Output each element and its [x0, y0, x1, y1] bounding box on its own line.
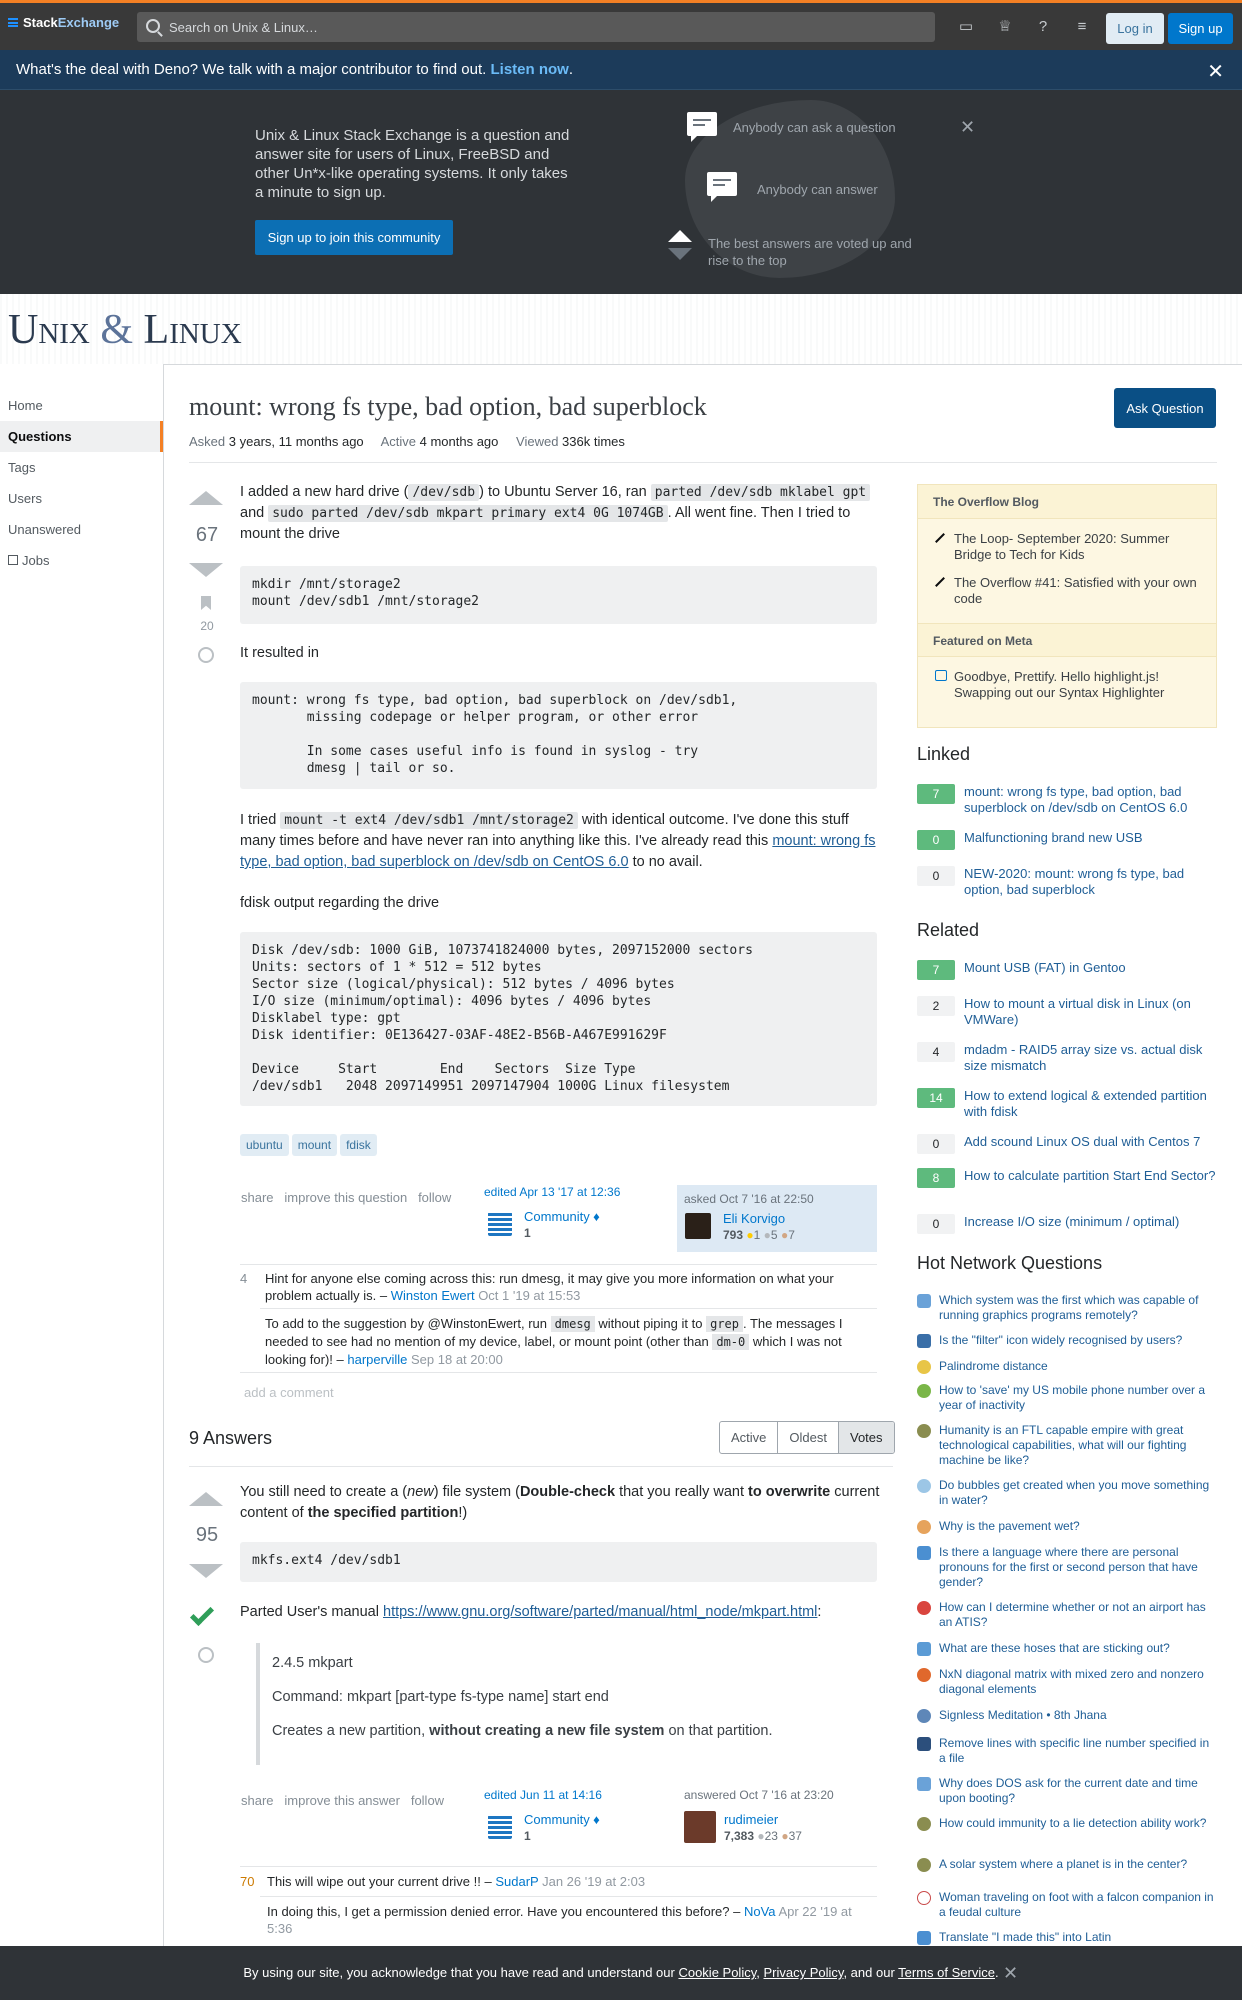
share-link[interactable]: share: [241, 1793, 274, 1808]
comment-user[interactable]: NoVa: [743, 1904, 776, 1919]
logo-unix: Unix: [8, 307, 90, 353]
avatar[interactable]: [488, 1212, 512, 1236]
search-input[interactable]: [137, 12, 935, 42]
related-heading: Related: [917, 920, 980, 940]
divider: [240, 1866, 877, 1867]
silver-badge-icon: ●: [757, 1829, 765, 1843]
answer-vote-count: 95: [195, 1524, 219, 1546]
pencil-icon: [935, 577, 945, 587]
question-body-p3: I tried mount -t ext4 /dev/sdb1 /mnt/storage2 with identical outcome. I've done this stuff many times before and have never ran into anything like this. I've already read this mount: wrong fs type, bad option, bad superblock on /dev/sdb on CentOS 6.0 to no avail.: [240, 812, 876, 870]
downvote-arrow-icon: [668, 248, 692, 260]
editor-name[interactable]: Community: [524, 1209, 590, 1224]
linked-question-link[interactable]: mount: wrong fs type, bad option, bad superblock on /dev/sdb on CentOS 6.0: [240, 833, 876, 870]
logo-text-stack: Stack: [23, 15, 58, 30]
join-community-button[interactable]: Sign up to join this community: [255, 220, 453, 255]
answer-body-p2: Parted User's manual https://www.gnu.org/software/parted/manual/html_node/mkpart.html:: [240, 1604, 822, 1620]
inbox-icon[interactable]: ▭: [958, 18, 974, 35]
hnq-item[interactable]: Is the "filter" icon widely recognised by users?: [917, 1333, 1217, 1348]
parted-manual-link[interactable]: https://www.gnu.org/software/parted/manual/html_node/mkpart.html: [383, 1604, 818, 1620]
avatar[interactable]: [488, 1815, 512, 1839]
answer-sort-tabs: [719, 1421, 895, 1454]
site-icon: [917, 1817, 931, 1831]
comment-user[interactable]: harperville: [347, 1352, 408, 1367]
divider: [240, 1264, 877, 1265]
active-label: Active: [380, 434, 416, 449]
divider: [189, 462, 1217, 463]
code-block-mkfs: mkfs.ext4 /dev/sdb1: [240, 1542, 877, 1582]
site-icon: [917, 1858, 931, 1872]
hnq-item[interactable]: Woman traveling on foot with a falcon companion in a feudal culture: [917, 1890, 1217, 1920]
related-item[interactable]: 14 How to extend logical & extended partition with fdisk: [917, 1088, 1217, 1120]
site-icon: [917, 1642, 931, 1656]
external-link-icon: [8, 555, 18, 565]
comment-time[interactable]: Oct 1 '19 at 15:53: [478, 1288, 581, 1303]
hnq-item[interactable]: Which system was the first which was capable of running graphics programs remotely?: [917, 1293, 1217, 1323]
history-icon[interactable]: [198, 1647, 214, 1663]
bronze-badge-icon: ●: [781, 1829, 789, 1843]
site-icon: [917, 1520, 931, 1534]
editor-card: [484, 1788, 664, 1843]
tag-mount[interactable]: mount: [292, 1134, 337, 1156]
linked-heading: Linked: [917, 744, 971, 764]
related-item[interactable]: 2 How to mount a virtual disk in Linux (on VMWare): [917, 996, 1217, 1028]
editor-name[interactable]: Community: [524, 1812, 590, 1827]
answerer-rep-line: [724, 1829, 802, 1843]
question-vote-count: 67: [195, 524, 219, 546]
announcement-tail: .: [568, 61, 574, 78]
trophy-icon[interactable]: ♕: [998, 18, 1012, 35]
cookie-policy-link[interactable]: Cookie Policy: [678, 1965, 757, 1980]
hnq-heading: Hot Network Questions: [917, 1253, 1103, 1273]
gold-badge-icon: ●: [746, 1228, 754, 1242]
help-icon[interactable]: ?: [1038, 18, 1048, 35]
close-icon[interactable]: ✕: [960, 117, 976, 137]
edited-link[interactable]: edited Jun 11 at 14:16: [484, 1788, 602, 1802]
comment: This will wipe out your current drive !! – SudarP Jan 26 '19 at 2:03: [267, 1874, 646, 1889]
viewed-value: 336k times: [562, 434, 625, 449]
cookie-banner: By using our site, you acknowledge that you have read and understand our Cookie Policy, Privacy Policy, and our Terms of Service. ✕: [0, 1946, 1242, 2000]
downvote-button[interactable]: [189, 1564, 223, 1578]
related-item[interactable]: 4 mdadm - RAID5 array size vs. actual disk size mismatch: [917, 1042, 1217, 1074]
comment-time[interactable]: Sep 18 at 20:00: [411, 1352, 503, 1367]
announcement-text: What's the deal with Deno? We talk with a major contributor to find out.: [16, 61, 487, 78]
comment-score: 4: [240, 1271, 248, 1286]
menu-icon: [8, 18, 18, 27]
top-bar: [0, 0, 1242, 50]
question-body-p2: It resulted in: [240, 645, 319, 661]
site-icon: [917, 1668, 931, 1682]
moderator-diamond-icon: ♦: [593, 1812, 600, 1827]
hero-item-ask: Anybody can ask a question: [733, 120, 896, 135]
comment: In doing this, I get a permission denied error. Have you encountered this before? – NoVa Apr 22 '19 at 5:36: [267, 1904, 852, 1936]
divider: [260, 1308, 877, 1309]
asker-rep-line: [723, 1228, 795, 1242]
site-icon: [917, 1601, 931, 1615]
bronze-badge-count: 7: [788, 1228, 795, 1242]
bronze-badge-icon: ●: [780, 1228, 789, 1242]
hero-item-answer: Anybody can answer: [757, 182, 878, 197]
question-actions: [241, 1190, 451, 1205]
question-meta: [189, 434, 639, 449]
gold-badge-count: 1: [753, 1228, 761, 1242]
site-icon: [917, 1891, 931, 1905]
code-block-error: mount: wrong fs type, bad option, bad superblock on /dev/sdb1, missing codepage or helper program, or other error In some cases useful info is found in syslog - try dmesg | tail or so.: [240, 682, 877, 789]
asked-date: asked Oct 7 '16 at 22:50: [684, 1192, 814, 1206]
edited-link[interactable]: edited Apr 13 '17 at 12:36: [484, 1185, 621, 1199]
announcement-banner: [0, 50, 1242, 90]
follow-link[interactable]: follow: [418, 1190, 452, 1205]
privacy-policy-link[interactable]: Privacy Policy: [763, 1965, 844, 1980]
nav-home[interactable]: Home: [8, 398, 43, 413]
divider: [260, 1896, 877, 1897]
search-placeholder: Search on Unix & Linux…: [169, 19, 318, 35]
blockquote: [256, 1643, 876, 1765]
nav-jobs[interactable]: [0, 545, 163, 576]
comment: To add to the suggestion by @WinstonEwert, run dmesg without piping it to grep . The messages I needed to see had no mention of my device, label, or mount point (other than dm-0 which I was not looking for)! – harperville Sep 18 at 20:00: [265, 1316, 843, 1367]
site-icon: [917, 1709, 931, 1723]
upvote-button[interactable]: [189, 1492, 223, 1506]
linked-item[interactable]: 7 mount: wrong fs type, bad option, bad superblock on /dev/sdb on CentOS 6.0: [917, 784, 1217, 816]
blog-item[interactable]: The Loop- September 2020: Summer Bridge to Tech for Kids: [918, 525, 1216, 569]
close-icon[interactable]: ✕: [1003, 1963, 1019, 1983]
tab-oldest[interactable]: Oldest: [778, 1422, 839, 1453]
moderator-diamond-icon: ♦: [593, 1209, 600, 1224]
code-block-fdisk: Disk /dev/sdb: 1000 GiB, 1073741824000 bytes, 2097152000 sectors Units: sectors of 1 * 512 = 512 bytes Sector size (logical/physical): 512 bytes / 4096 bytes I/O size (minimum/optimal): 4096 bytes / 4096 bytes Disklabel type: gpt Disk identifier: 0E136427-03AF-48E2-B56B-A467E991629F Device Start End Sectors Size Type /dev/sdb1 2048 2097149951 2097147904 1000G Linux filesystem: [240, 932, 877, 1106]
asked-value: 3 years, 11 months ago: [228, 434, 364, 449]
terms-of-service-link[interactable]: Terms of Service: [898, 1965, 995, 1980]
left-nav: [0, 390, 163, 576]
related-item[interactable]: 0 Add scound Linux OS dual with Centos 7: [917, 1134, 1217, 1150]
answers-count: 9 Answers: [189, 1428, 273, 1448]
viewed-label: Viewed: [516, 434, 559, 449]
hnq-item[interactable]: Remove lines with specific line number specified in a file: [917, 1736, 1217, 1766]
editor-card: [484, 1185, 664, 1240]
logo-text-exchange: Exchange: [57, 15, 120, 30]
pencil-icon: [935, 533, 945, 543]
tag-list: [240, 1134, 380, 1156]
history-icon[interactable]: [198, 647, 214, 663]
hnq-item[interactable]: A solar system where a planet is in the center?: [917, 1857, 1217, 1872]
hero-description: Unix & Linux Stack Exchange is a question and answer site for users of Linux, FreeBSD and other Un*x-like operating systems. It only takes a minute to sign up.: [255, 127, 570, 201]
answerer-card: [684, 1788, 884, 1843]
comment-time[interactable]: Jan 26 '19 at 2:03: [542, 1874, 646, 1889]
hnq-item[interactable]: Translate "I made this" into Latin: [917, 1930, 1217, 1945]
asker-name[interactable]: Eli Korvigo: [723, 1211, 786, 1226]
meta-title: Featured on Meta: [918, 623, 1216, 657]
site-icon: [917, 1931, 931, 1945]
chat-bubble-icon: [935, 670, 947, 681]
editor-rep: 1: [524, 1226, 531, 1240]
editor-rep: 1: [524, 1829, 531, 1843]
site-logo[interactable]: [8, 306, 242, 354]
divider: [240, 1372, 877, 1373]
share-link[interactable]: share: [241, 1190, 274, 1205]
site-icon: [917, 1334, 931, 1348]
nav-tags[interactable]: Tags: [8, 460, 36, 475]
follow-link[interactable]: follow: [410, 1793, 445, 1808]
quote-line-2: Command: mkpart [part-type fs-type name] start end: [272, 1689, 609, 1705]
hnq-item[interactable]: Do bubbles get created when you move something in water?: [917, 1478, 1217, 1508]
meta-item[interactable]: Goodbye, Prettify. Hello highlight.js! Swapping out our Syntax Highlighter: [918, 663, 1216, 707]
overflow-blog-widget: [917, 484, 1217, 728]
site-icon: [917, 1424, 931, 1438]
hero-item-vote: The best answers are voted up and rise to the top: [708, 236, 912, 268]
question-bubble-icon: [687, 112, 717, 136]
hnq-item[interactable]: Palindrome distance: [917, 1359, 1217, 1374]
related-item[interactable]: 7 Mount USB (FAT) in Gentoo: [917, 960, 1217, 976]
site-icon: [917, 1384, 931, 1398]
hnq-item[interactable]: What are these hoses that are sticking out?: [917, 1641, 1217, 1656]
tab-votes[interactable]: Votes: [839, 1422, 894, 1453]
improve-question-link[interactable]: improve this question: [284, 1190, 408, 1205]
comment: Hint for anyone else coming across this: run dmesg, it may give you more information on what your problem actually is. – Winston Ewert Oct 1 '19 at 15:53: [265, 1271, 834, 1303]
downvote-button[interactable]: [189, 563, 223, 577]
blog-item[interactable]: The Overflow #41: Satisfied with your own code: [918, 569, 1216, 613]
upvote-button[interactable]: [189, 491, 223, 505]
hnq-item[interactable]: Why does DOS ask for the current date and time upon booting?: [917, 1776, 1217, 1806]
close-icon[interactable]: ✕: [1207, 61, 1224, 83]
nav-questions[interactable]: Questions: [0, 421, 163, 452]
hnq-item[interactable]: NxN diagonal matrix with mixed zero and nonzero diagonal elements: [917, 1667, 1217, 1697]
quote-line-1: 2.4.5 mkpart: [272, 1655, 353, 1671]
tab-active[interactable]: Active: [720, 1422, 778, 1453]
answerer-rep: 7,383: [724, 1829, 755, 1843]
silver-badge-count: 5: [770, 1228, 778, 1242]
logo-ampersand: &: [100, 307, 134, 353]
hnq-item[interactable]: Why is the pavement wet?: [917, 1519, 1217, 1534]
improve-answer-link[interactable]: improve this answer: [284, 1793, 400, 1808]
silver-badge-count: 23: [764, 1829, 778, 1843]
related-item[interactable]: 8 How to calculate partition Start End Sector?: [917, 1168, 1217, 1184]
signup-hero: [0, 90, 1242, 294]
answered-date: answered Oct 7 '16 at 23:20: [684, 1788, 834, 1802]
tag-fdisk[interactable]: fdisk: [340, 1134, 377, 1156]
nav-users[interactable]: Users: [8, 491, 42, 506]
site-switcher-icon[interactable]: ≡: [1077, 18, 1087, 35]
site-icon: [917, 1360, 931, 1374]
login-button[interactable]: Log in: [1106, 13, 1164, 44]
comment-time[interactable]: Apr 22 '19 at 5:36: [267, 1904, 852, 1936]
avatar[interactable]: [685, 1213, 711, 1239]
signup-button[interactable]: Sign up: [1168, 13, 1233, 44]
comment-user[interactable]: Winston Ewert: [390, 1288, 475, 1303]
listen-now-link[interactable]: Listen now: [490, 61, 569, 78]
blog-title: The Overflow Blog: [918, 485, 1216, 519]
silver-badge-icon: ●: [763, 1228, 771, 1242]
site-icon: [917, 1777, 931, 1791]
tag-ubuntu[interactable]: ubuntu: [240, 1134, 289, 1156]
logo-linux: Linux: [143, 307, 242, 353]
asked-label: Asked: [189, 434, 226, 449]
divider: [189, 1466, 893, 1467]
add-comment-link[interactable]: add a comment: [244, 1385, 334, 1400]
upvote-arrow-icon: [668, 230, 692, 242]
answerer-name[interactable]: rudimeier: [724, 1812, 779, 1827]
question-body-p1: I added a new hard drive ( /dev/sdb ) to Ubuntu Server 16, ran parted /dev/sdb mklabel gpt and sudo parted /dev/sdb mkpart primary ext4 0G 1074GB . All went fine. Then I tried to mount the drive: [240, 482, 880, 545]
answer-body-p1: You still need to create a (new) file system (Double-check that you really want to overwrite current content of the specified partition!): [240, 1484, 880, 1521]
comment-user[interactable]: SudarP: [495, 1874, 539, 1889]
linked-item[interactable]: 0 NEW-2020: mount: wrong fs type, bad option, bad superblock: [917, 866, 1217, 898]
hnq-item[interactable]: How to 'save' my US mobile phone number over a year of inactivity: [917, 1383, 1217, 1413]
question-title[interactable]: mount: wrong fs type, bad option, bad superblock: [189, 392, 707, 421]
question-body-p4: fdisk output regarding the drive: [240, 895, 440, 911]
answer-actions: [241, 1793, 444, 1808]
comment-score: 70: [240, 1874, 255, 1889]
stackexchange-logo[interactable]: [8, 15, 119, 30]
site-icon: [917, 1479, 931, 1493]
code-block-mount: mkdir /mnt/storage2 mount /dev/sdb1 /mnt/storage2: [240, 566, 877, 624]
related-item[interactable]: 0 Increase I/O size (minimum / optimal): [917, 1214, 1217, 1230]
hnq-item[interactable]: Humanity is an FTL capable empire with great technological capabilities, what will our fighting machine be like?: [917, 1423, 1217, 1468]
hnq-item[interactable]: How can I determine whether or not an airport has an ATIS?: [917, 1600, 1217, 1630]
hnq-item[interactable]: How could immunity to a lie detection ability work?: [917, 1816, 1217, 1831]
nav-jobs-label: Jobs: [22, 553, 50, 568]
nav-unanswered[interactable]: Unanswered: [8, 522, 81, 537]
answer-bubble-icon: [707, 172, 737, 196]
hnq-item[interactable]: Is there a language where there are personal pronouns for the first or second person that have gender?: [917, 1545, 1217, 1590]
hnq-item[interactable]: Signless Meditation • 8th Jhana: [917, 1708, 1217, 1723]
asker-rep: 793: [723, 1228, 744, 1242]
active-value[interactable]: 4 months ago: [419, 434, 499, 449]
ask-question-button[interactable]: Ask Question: [1114, 388, 1216, 428]
bookmark-count: 20: [200, 619, 214, 633]
quote-line-3: Creates a new partition, without creating a new file system on that partition.: [272, 1723, 773, 1739]
site-icon: [917, 1546, 931, 1560]
asker-card: [677, 1185, 877, 1252]
site-icon: [917, 1294, 931, 1308]
search-icon: [146, 19, 160, 33]
avatar[interactable]: [684, 1811, 716, 1843]
linked-item[interactable]: 0 Malfunctioning brand new USB: [917, 830, 1217, 846]
site-icon: [917, 1737, 931, 1751]
bronze-badge-count: 37: [788, 1829, 802, 1843]
